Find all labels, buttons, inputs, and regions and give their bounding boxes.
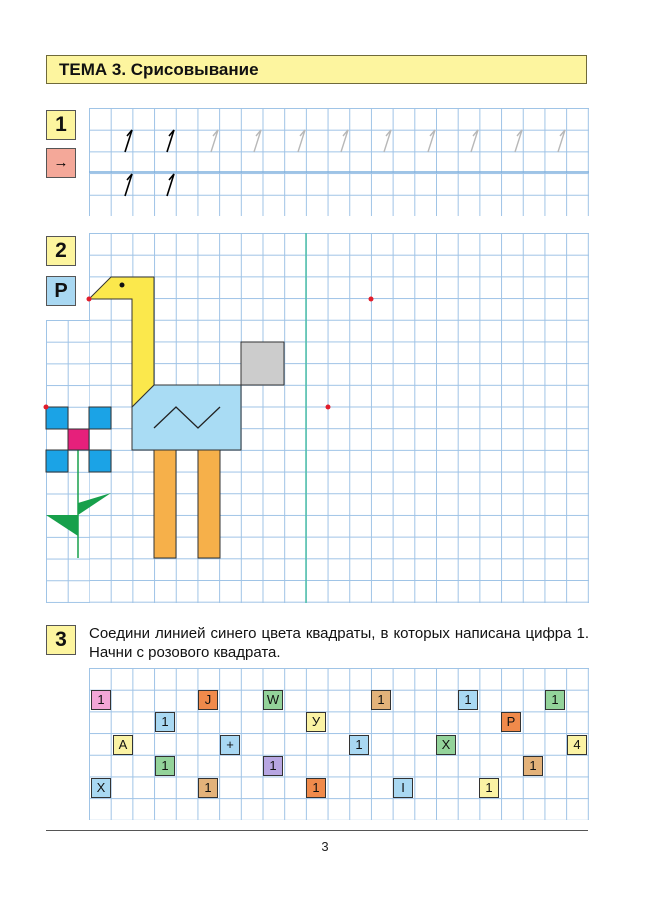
- reference-dot: [326, 405, 331, 410]
- flower-petal: [46, 450, 68, 472]
- reference-dot: [87, 297, 92, 302]
- flower-petal: [46, 407, 68, 429]
- letter-cell[interactable]: P: [501, 712, 521, 732]
- letter-cell[interactable]: 1: [91, 690, 111, 710]
- letter-cell[interactable]: X: [91, 778, 111, 798]
- bird-eye: [120, 283, 125, 288]
- task-2-marker-p: P: [46, 276, 76, 306]
- reference-dot: [369, 297, 374, 302]
- task-3-instructions: Соедини линией синего цвета квадраты, в которых написана цифра 1. Начни с розового квадрата.: [89, 625, 589, 661]
- page-number: 3: [321, 839, 329, 854]
- letter-cell[interactable]: 1: [458, 690, 478, 710]
- letter-cell[interactable]: У: [306, 712, 326, 732]
- reference-dot: [44, 405, 49, 410]
- flower-center: [68, 429, 89, 450]
- letter-cell[interactable]: 1: [306, 778, 326, 798]
- letter-cell[interactable]: I: [393, 778, 413, 798]
- letter-cell[interactable]: W: [263, 690, 283, 710]
- task-3-number: 3: [46, 625, 76, 655]
- letter-cell[interactable]: X: [436, 735, 456, 755]
- letter-cell[interactable]: J: [198, 690, 218, 710]
- letter-cell[interactable]: 1: [263, 756, 283, 776]
- letter-cell[interactable]: A: [113, 735, 133, 755]
- flower-petal: [89, 407, 111, 429]
- letter-cell[interactable]: 1: [479, 778, 499, 798]
- letter-cell[interactable]: +: [220, 735, 240, 755]
- topic-title: ТЕМА 3. Срисовывание: [59, 60, 259, 79]
- letter-cell[interactable]: 1: [523, 756, 543, 776]
- bird-neck: [89, 277, 154, 407]
- task-3-grid[interactable]: [89, 668, 589, 820]
- task-2-number: 2: [46, 236, 76, 266]
- letter-cell[interactable]: 1: [198, 778, 218, 798]
- arrow-icon: →: [46, 148, 76, 178]
- letter-cell[interactable]: 1: [155, 756, 175, 776]
- letter-cell[interactable]: 1: [349, 735, 369, 755]
- letter-cell[interactable]: 1: [371, 690, 391, 710]
- bird-leg-right: [198, 450, 220, 558]
- letter-cell[interactable]: 1: [545, 690, 565, 710]
- letter-cell[interactable]: 4: [567, 735, 587, 755]
- flower-leaf-left: [46, 515, 78, 536]
- flower-leaf-right: [78, 493, 111, 515]
- letter-cell[interactable]: 1: [155, 712, 175, 732]
- bird-tail: [241, 342, 284, 385]
- footer-divider: [46, 830, 588, 831]
- bird-leg-left: [154, 450, 176, 558]
- flower-petal: [89, 450, 111, 472]
- task-1-number: 1: [46, 110, 76, 140]
